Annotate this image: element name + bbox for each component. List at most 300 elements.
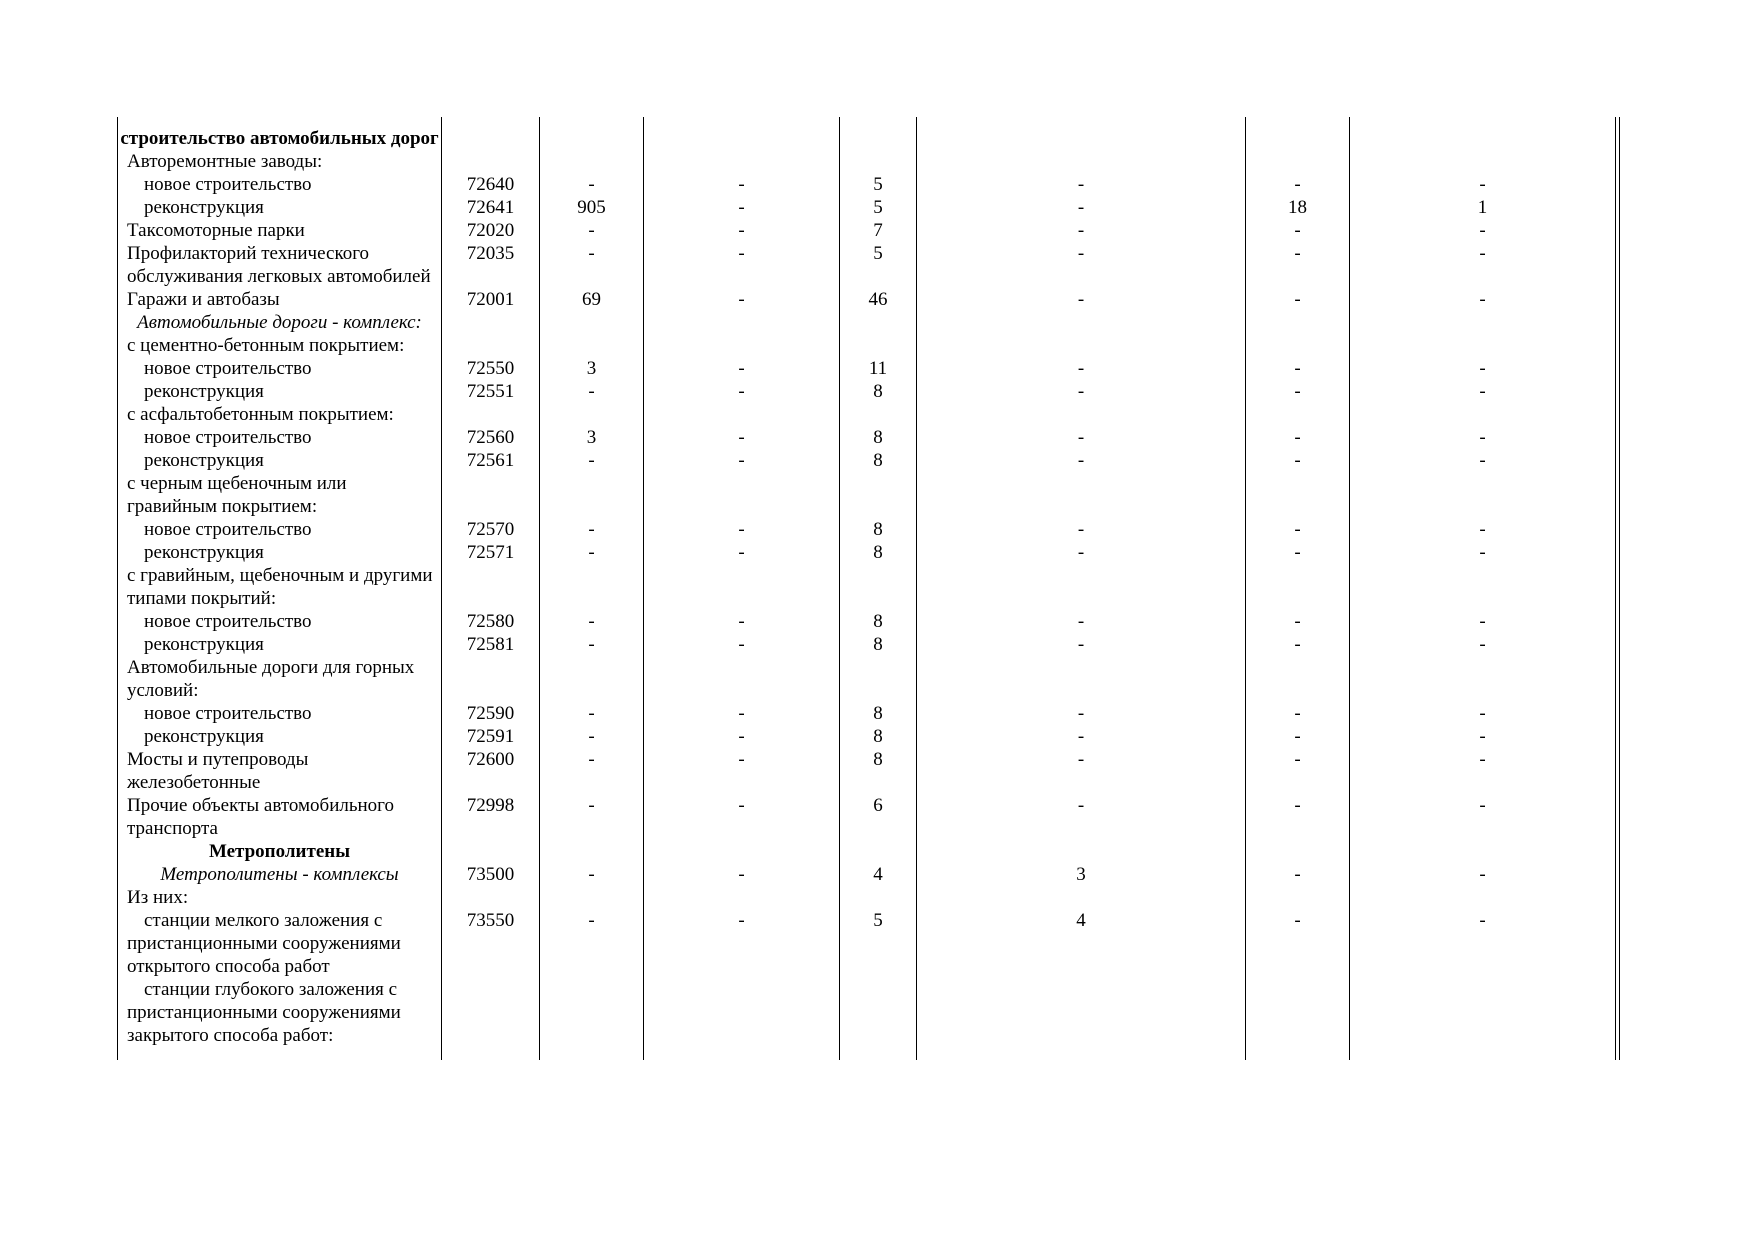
empty-cell [1616, 794, 1620, 840]
value-cell: - [1246, 909, 1350, 978]
table-row [118, 426, 1620, 449]
value-cell [1246, 886, 1350, 909]
table-row [118, 311, 1620, 334]
value-cell: - [917, 518, 1246, 541]
value-cell: - [540, 449, 644, 472]
value-cell: 5 [840, 173, 917, 196]
row-code: 72551 [442, 380, 540, 403]
value-cell: - [540, 518, 644, 541]
value-cell: - [644, 288, 840, 311]
value-cell [917, 403, 1246, 426]
table-row [118, 242, 1620, 288]
table-row [118, 449, 1620, 472]
value-cell [644, 656, 840, 702]
value-cell [644, 886, 840, 909]
value-cell [1246, 840, 1350, 863]
row-code: 72550 [442, 357, 540, 380]
row-code: 73550 [442, 909, 540, 978]
value-cell [1246, 311, 1350, 334]
value-cell: - [644, 357, 840, 380]
empty-cell [1616, 518, 1620, 541]
row-label: Из них: [118, 886, 442, 909]
table-row [118, 610, 1620, 633]
value-cell: - [917, 725, 1246, 748]
value-cell: 3 [540, 426, 644, 449]
value-cell: - [1350, 380, 1616, 403]
value-cell: - [917, 610, 1246, 633]
table-body [118, 117, 1620, 1060]
value-cell: - [540, 541, 644, 564]
row-label: с асфальтобетонным покрытием: [118, 403, 442, 426]
value-cell [540, 886, 644, 909]
table-row [118, 472, 1620, 518]
row-code [442, 840, 540, 863]
value-cell [540, 311, 644, 334]
value-cell: - [540, 794, 644, 840]
row-code [442, 311, 540, 334]
value-cell: - [1350, 242, 1616, 288]
value-cell [644, 311, 840, 334]
row-code [442, 403, 540, 426]
value-cell [1350, 472, 1616, 518]
value-cell: - [1246, 725, 1350, 748]
row-label: Метрополитены - комплексы [118, 863, 442, 886]
value-cell [1246, 334, 1350, 357]
value-cell [1350, 150, 1616, 173]
table-row [118, 564, 1620, 610]
row-code: 72998 [442, 794, 540, 840]
value-cell [540, 840, 644, 863]
value-cell: - [1246, 449, 1350, 472]
row-label: реконструкция [118, 449, 442, 472]
value-cell: - [1246, 242, 1350, 288]
table-row [118, 196, 1620, 219]
value-cell: - [917, 242, 1246, 288]
value-cell [1246, 403, 1350, 426]
row-label: станции глубокого заложения с пристанционными сооружениями закрытого способа работ: [118, 978, 442, 1047]
empty-cell [1616, 725, 1620, 748]
empty-cell [1616, 357, 1620, 380]
table-row [118, 863, 1620, 886]
table-row [118, 288, 1620, 311]
value-cell: - [1350, 426, 1616, 449]
row-label: новое строительство [118, 518, 442, 541]
value-cell [840, 978, 917, 1047]
value-cell: - [1246, 610, 1350, 633]
value-cell [917, 840, 1246, 863]
row-code: 72581 [442, 633, 540, 656]
value-cell [1246, 127, 1350, 150]
empty-cell [1616, 403, 1620, 426]
empty-cell [1616, 978, 1620, 1047]
value-cell: 1 [1350, 196, 1616, 219]
row-label: с цементно-бетонным покрытием: [118, 334, 442, 357]
value-cell [540, 978, 644, 1047]
value-cell [840, 564, 917, 610]
value-cell: - [917, 380, 1246, 403]
value-cell: - [1246, 288, 1350, 311]
value-cell: 8 [840, 518, 917, 541]
value-cell [917, 886, 1246, 909]
value-cell: - [1246, 794, 1350, 840]
table-row [118, 840, 1620, 863]
empty-cell [1616, 311, 1620, 334]
table-row [118, 150, 1620, 173]
empty-cell [1616, 541, 1620, 564]
empty-cell [1616, 449, 1620, 472]
value-cell: - [917, 196, 1246, 219]
row-label: Гаражи и автобазы [118, 288, 442, 311]
value-cell: - [644, 449, 840, 472]
value-cell: 8 [840, 610, 917, 633]
value-cell [917, 978, 1246, 1047]
value-cell: 6 [840, 794, 917, 840]
value-cell: - [644, 380, 840, 403]
value-cell [917, 656, 1246, 702]
row-code: 72571 [442, 541, 540, 564]
value-cell: 7 [840, 219, 917, 242]
value-cell: - [644, 702, 840, 725]
value-cell: 46 [840, 288, 917, 311]
value-cell: - [1246, 702, 1350, 725]
value-cell: - [1350, 518, 1616, 541]
value-cell: 11 [840, 357, 917, 380]
value-cell: - [1350, 863, 1616, 886]
value-cell: - [540, 909, 644, 978]
table-row [118, 748, 1620, 794]
value-cell: - [1246, 748, 1350, 794]
value-cell: - [917, 702, 1246, 725]
value-cell [540, 334, 644, 357]
row-label: новое строительство [118, 702, 442, 725]
row-code: 72600 [442, 748, 540, 794]
value-cell [1246, 472, 1350, 518]
row-code [442, 150, 540, 173]
value-cell [644, 564, 840, 610]
empty-cell [1616, 196, 1620, 219]
value-cell: - [917, 449, 1246, 472]
empty-cell [1616, 564, 1620, 610]
value-cell [1246, 978, 1350, 1047]
value-cell: - [1246, 426, 1350, 449]
value-cell: 8 [840, 633, 917, 656]
value-cell [644, 403, 840, 426]
row-label: реконструкция [118, 380, 442, 403]
empty-cell [1616, 633, 1620, 656]
table-row [118, 725, 1620, 748]
row-label: новое строительство [118, 426, 442, 449]
table-row [118, 173, 1620, 196]
row-code: 72590 [442, 702, 540, 725]
empty-cell [1616, 127, 1620, 150]
value-cell: - [644, 196, 840, 219]
table-row [118, 978, 1620, 1047]
value-cell: - [1350, 909, 1616, 978]
row-code: 72560 [442, 426, 540, 449]
value-cell [1350, 127, 1616, 150]
row-code: 72035 [442, 242, 540, 288]
row-code: 72020 [442, 219, 540, 242]
value-cell [1350, 311, 1616, 334]
value-cell: - [1246, 357, 1350, 380]
value-cell [644, 472, 840, 518]
row-label: с черным щебеночным или гравийным покрытием: [118, 472, 442, 518]
data-table [117, 117, 1620, 1060]
value-cell [840, 311, 917, 334]
value-cell: - [917, 633, 1246, 656]
value-cell: - [644, 909, 840, 978]
value-cell [644, 978, 840, 1047]
value-cell: - [644, 633, 840, 656]
value-cell [1350, 564, 1616, 610]
value-cell: - [540, 633, 644, 656]
row-code: 72591 [442, 725, 540, 748]
value-cell: 4 [917, 909, 1246, 978]
value-cell: - [1350, 610, 1616, 633]
value-cell: 4 [840, 863, 917, 886]
row-code: 72580 [442, 610, 540, 633]
value-cell [644, 840, 840, 863]
empty-cell [1616, 173, 1620, 196]
table-row [118, 702, 1620, 725]
value-cell: - [1246, 219, 1350, 242]
value-cell: - [917, 357, 1246, 380]
value-cell [1246, 564, 1350, 610]
row-label: Профилакторий технического обслуживания легковых автомобилей [118, 242, 442, 288]
value-cell: - [540, 380, 644, 403]
value-cell [1350, 334, 1616, 357]
empty-cell [1616, 610, 1620, 633]
value-cell: - [1350, 725, 1616, 748]
value-cell [840, 403, 917, 426]
value-cell: - [540, 725, 644, 748]
value-cell: 5 [840, 196, 917, 219]
row-label: Таксомоторные парки [118, 219, 442, 242]
table-row [118, 656, 1620, 702]
value-cell: - [1350, 219, 1616, 242]
value-cell [540, 403, 644, 426]
value-cell [840, 840, 917, 863]
value-cell: 5 [840, 909, 917, 978]
value-cell: - [540, 863, 644, 886]
value-cell: - [1350, 288, 1616, 311]
row-label: новое строительство [118, 357, 442, 380]
value-cell: - [917, 794, 1246, 840]
value-cell [1350, 840, 1616, 863]
value-cell: - [644, 725, 840, 748]
value-cell: 8 [840, 725, 917, 748]
value-cell [1350, 978, 1616, 1047]
value-cell: - [644, 610, 840, 633]
value-cell: - [644, 748, 840, 794]
table-row [118, 403, 1620, 426]
value-cell: 18 [1246, 196, 1350, 219]
value-cell: - [644, 794, 840, 840]
value-cell [1246, 656, 1350, 702]
value-cell: - [1350, 357, 1616, 380]
row-label: станции мелкого заложения с пристанционными сооружениями открытого способа работ [118, 909, 442, 978]
value-cell [1350, 403, 1616, 426]
value-cell: - [1350, 173, 1616, 196]
row-label: новое строительство [118, 610, 442, 633]
value-cell: - [1246, 173, 1350, 196]
table-row [118, 334, 1620, 357]
row-code [442, 656, 540, 702]
value-cell [917, 472, 1246, 518]
table-row [118, 518, 1620, 541]
row-label: реконструкция [118, 541, 442, 564]
value-cell [917, 311, 1246, 334]
value-cell [840, 656, 917, 702]
table-row [118, 909, 1620, 978]
value-cell: 3 [917, 863, 1246, 886]
value-cell: - [1350, 748, 1616, 794]
value-cell [917, 150, 1246, 173]
value-cell: 8 [840, 449, 917, 472]
table-row [118, 127, 1620, 150]
value-cell: - [540, 219, 644, 242]
empty-cell [1616, 150, 1620, 173]
value-cell [1246, 150, 1350, 173]
value-cell: 8 [840, 426, 917, 449]
empty-cell [1616, 863, 1620, 886]
value-cell: 8 [840, 380, 917, 403]
row-label: Метрополитены [118, 840, 442, 863]
value-cell [840, 886, 917, 909]
empty-cell [1616, 840, 1620, 863]
empty-cell [1616, 426, 1620, 449]
row-code: 72570 [442, 518, 540, 541]
row-label: реконструкция [118, 725, 442, 748]
value-cell [917, 334, 1246, 357]
empty-cell [1616, 219, 1620, 242]
value-cell: - [644, 863, 840, 886]
value-cell [917, 127, 1246, 150]
value-cell [1350, 886, 1616, 909]
empty-cell [1616, 242, 1620, 288]
value-cell: 905 [540, 196, 644, 219]
value-cell: - [917, 426, 1246, 449]
value-cell: - [540, 702, 644, 725]
empty-cell [1616, 288, 1620, 311]
value-cell: - [644, 219, 840, 242]
value-cell: 3 [540, 357, 644, 380]
row-code: 72001 [442, 288, 540, 311]
value-cell: - [540, 610, 644, 633]
empty-cell [1616, 909, 1620, 978]
value-cell: - [644, 541, 840, 564]
row-label: Авторемонтные заводы: [118, 150, 442, 173]
row-label: с гравийным, щебеночным и другими типами покрытий: [118, 564, 442, 610]
value-cell: - [1246, 518, 1350, 541]
value-cell: - [540, 242, 644, 288]
value-cell [540, 472, 644, 518]
row-code [442, 978, 540, 1047]
table-row [118, 380, 1620, 403]
value-cell: 5 [840, 242, 917, 288]
value-cell: - [1246, 633, 1350, 656]
value-cell: - [917, 288, 1246, 311]
value-cell: - [644, 242, 840, 288]
table-row [118, 357, 1620, 380]
value-cell [540, 150, 644, 173]
row-code [442, 564, 540, 610]
value-cell [840, 150, 917, 173]
row-code [442, 334, 540, 357]
value-cell [644, 150, 840, 173]
empty-cell [1616, 380, 1620, 403]
empty-cell [1616, 748, 1620, 794]
value-cell [540, 564, 644, 610]
value-cell [540, 127, 644, 150]
value-cell: - [917, 173, 1246, 196]
table-row [118, 633, 1620, 656]
value-cell [644, 334, 840, 357]
row-code: 72640 [442, 173, 540, 196]
value-cell: - [644, 173, 840, 196]
value-cell [644, 127, 840, 150]
value-cell [1350, 656, 1616, 702]
value-cell: - [1350, 794, 1616, 840]
empty-cell [1616, 886, 1620, 909]
row-label: Мосты и путепроводы железобетонные [118, 748, 442, 794]
empty-cell [1616, 334, 1620, 357]
row-code [442, 127, 540, 150]
value-cell: - [917, 541, 1246, 564]
value-cell: - [1350, 541, 1616, 564]
value-cell: 8 [840, 748, 917, 794]
value-cell: - [1350, 449, 1616, 472]
value-cell: - [644, 518, 840, 541]
row-code: 72561 [442, 449, 540, 472]
value-cell: - [1246, 863, 1350, 886]
value-cell: - [917, 748, 1246, 794]
value-cell: - [1246, 541, 1350, 564]
value-cell [840, 127, 917, 150]
value-cell: - [1350, 702, 1616, 725]
empty-cell [1616, 472, 1620, 518]
value-cell: - [917, 219, 1246, 242]
row-label: Прочие объекты автомобильного транспорта [118, 794, 442, 840]
row-label: Автомобильные дороги для горных условий: [118, 656, 442, 702]
value-cell [540, 656, 644, 702]
value-cell [840, 334, 917, 357]
table-row [118, 794, 1620, 840]
value-cell [840, 472, 917, 518]
value-cell: - [540, 173, 644, 196]
row-label: строительство автомобильных дорог [118, 127, 442, 150]
row-label: Автомобильные дороги - комплекс: [118, 311, 442, 334]
value-cell: - [1350, 633, 1616, 656]
empty-cell [1616, 702, 1620, 725]
value-cell: 8 [840, 702, 917, 725]
row-code: 73500 [442, 863, 540, 886]
row-label: реконструкция [118, 196, 442, 219]
empty-cell [1616, 656, 1620, 702]
table-row [118, 541, 1620, 564]
table-row [118, 886, 1620, 909]
row-label: новое строительство [118, 173, 442, 196]
row-code: 72641 [442, 196, 540, 219]
row-code [442, 886, 540, 909]
row-label: реконструкция [118, 633, 442, 656]
value-cell: 8 [840, 541, 917, 564]
value-cell: - [644, 426, 840, 449]
table-row [118, 219, 1620, 242]
value-cell: 69 [540, 288, 644, 311]
value-cell [917, 564, 1246, 610]
row-code [442, 472, 540, 518]
